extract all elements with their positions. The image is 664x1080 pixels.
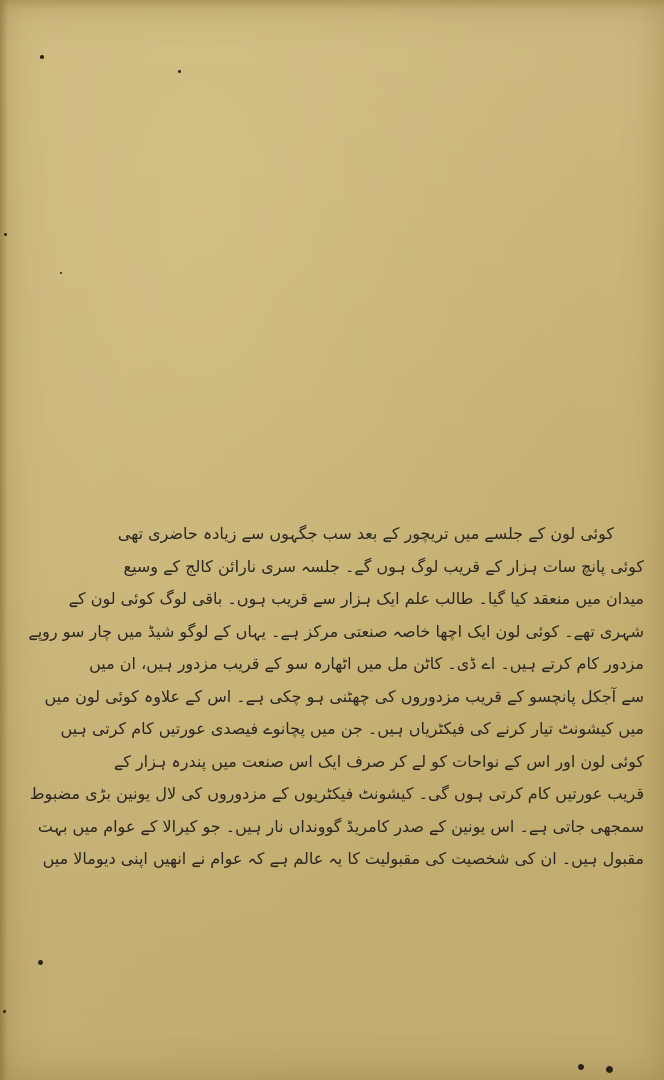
paragraph-line: میں کیشونٹ تیار کرنے کی فیکٹریاں ہیں۔ جن میں پچانوے فیصدی عورتیں کام کرتی ہیں <box>60 719 644 738</box>
paragraph-line: کوئی لون کے جلسے میں تریچور کے بعد سب جگہوں سے زیادہ حاضری تھی <box>117 524 614 543</box>
paragraph-line: مقبول ہیں۔ ان کی شخصیت کی مقبولیت کا یہ عالم ہے کہ عوام نے انھیں اپنی دیومالا میں <box>42 849 644 868</box>
paper-speck <box>578 1064 584 1070</box>
urdu-paragraph <box>28 518 644 876</box>
paragraph-line: میدان میں منعقد کیا گیا۔ طالب علم ایک ہزار سے قریب ہوں۔ باقی لوگ کوئی لون کے <box>68 589 644 608</box>
paragraph-line: مزدور کام کرتے ہیں۔ اے ڈی۔ کاٹن مل میں اٹھارہ سو کے قریب مزدور ہیں، ان میں <box>89 654 644 673</box>
paper-speck <box>3 1010 6 1013</box>
paragraph-line: شہری تھے۔ کوئی لون ایک اچھا خاصہ صنعتی مرکز ہے۔ یہاں کے لوگو شیڈ میں چار سو روپے <box>28 621 644 641</box>
paragraph-line: سمجھی جاتی ہے۔ اس یونین کے صدر کامریڈ گوونداں نار ہیں۔ جو کیرالا کے عوام میں بہت <box>37 816 644 836</box>
paragraph-line: کوئی لون اور اس کے نواحات کو لے کر صرف ایک اس صنعت میں پندرہ ہزار کے <box>113 751 644 771</box>
paper-speck <box>4 233 7 236</box>
paragraph-line: سے آجکل پانچسو کے قریب مزدوروں کی چھٹنی ہو چکی ہے۔ اس کے علاوہ کوئی لون میں <box>44 686 644 706</box>
paper-speck <box>40 55 44 59</box>
paper-speck <box>606 1066 613 1073</box>
page-top-shadow <box>0 0 664 10</box>
page-edge-shadow <box>0 0 8 1080</box>
paragraph-line: کوئی پانچ سات ہزار کے قریب لوگ ہوں گے۔ جلسہ سری نارائن کالج کے وسیع <box>123 556 644 576</box>
paper-speck <box>60 272 62 274</box>
paper-speck <box>178 70 181 73</box>
paper-speck <box>38 960 43 965</box>
paragraph-line: قریب عورتیں کام کرتی ہوں گی۔ کیشونٹ فیکٹریوں کے مزدوروں کی لال یونین بڑی مضبوط <box>29 784 644 803</box>
